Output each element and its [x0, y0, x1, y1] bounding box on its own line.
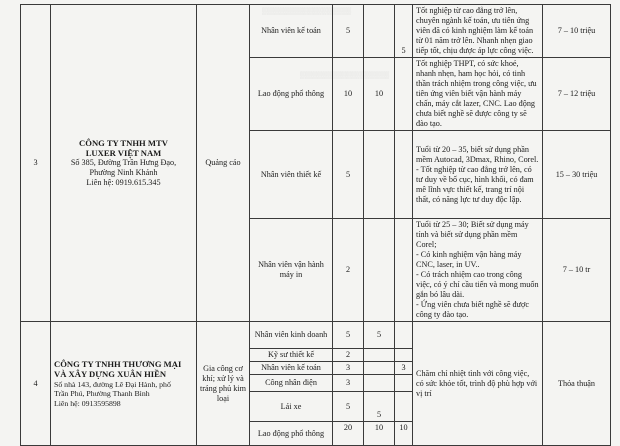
position-title: Kỹ sư thiết kế — [250, 349, 333, 362]
quantity-b: 5 — [364, 392, 395, 422]
quantity-c: 3 — [395, 362, 413, 375]
salary: 7 – 10 triệu — [543, 5, 611, 58]
requirements: Tuổi từ 20 – 35, biết sử dụng phần mềm Autocad, 3Dmax, Rhino, Corel. - Tốt nghiệp từ cao đẳng trở lên, có tư duy về bố cục, hình khối, có đam mê lĩnh vực thiết kế, trang trí nội thất, có năng lực tư duy độc lập. — [413, 131, 543, 219]
quantity-c: 5 — [395, 5, 413, 58]
company-name: LUXER VIỆT NAM — [85, 148, 162, 158]
row-number: 4 — [21, 322, 51, 446]
position-title: Lao động phổ thông — [250, 422, 333, 446]
company-name: CÔNG TY TNHH MTV — [79, 137, 168, 148]
quantity: 2 — [333, 349, 364, 362]
position-title: Nhân viên thiết kế — [250, 131, 333, 219]
company-address: Số nhà 143, đường Lê Đại Hành, phố — [54, 379, 171, 389]
position-title: Lái xe — [250, 392, 333, 422]
bleed-through-text: ▒▒▒▒▒▒▒▒▒▒▒▒▒▒▒▒▒▒ — [300, 72, 390, 79]
quantity: 20 — [333, 422, 364, 446]
quantity-b — [364, 375, 395, 392]
quantity-b — [364, 362, 395, 375]
position-title: Nhân viên kinh doanh — [250, 322, 333, 349]
quantity: 5 — [333, 392, 364, 422]
quantity-b — [364, 5, 395, 58]
bleed-through-text: ▒▒▒▒▒▒▒▒▒▒▒▒▒▒▒▒▒▒ — [262, 8, 352, 15]
requirements: Tuổi từ 25 – 30; Biết sử dụng máy tính và biết sử dụng phần mềm Corel; - Có kinh nghiệm vận hàng máy CNC, laser, in UV.. - Có trách nhiệm cao trong công việc, có ý chí cầu tiến và mong muốn gắn bó lâu dài. - Ứng viên chưa biết nghề sẽ được công ty đào tạo. — [413, 219, 543, 322]
salary: Thỏa thuận — [543, 322, 611, 446]
table-row — [21, 5, 611, 58]
requirements: Tốt nghiệp từ cao đẳng trở lên, chuyên ngành kế toán, ưu tiên ứng viên đã có kinh nghiệm làm kế toán từ 01 năm trở lên. Nhanh nhẹn giao tiếp tốt, chịu được áp lực công việc. — [413, 5, 543, 58]
position-title: Nhân viên kế toán — [250, 362, 333, 375]
row-number: 3 — [21, 5, 51, 322]
quantity-b — [364, 131, 395, 219]
quantity-c — [395, 219, 413, 322]
salary: 15 – 30 triệu — [543, 131, 611, 219]
quantity-c — [395, 58, 413, 131]
salary: 7 – 12 triệu — [543, 58, 611, 131]
quantity: 2 — [333, 219, 364, 322]
quantity: 5 — [333, 5, 364, 58]
company-name: CÔNG TY TNHH THƯƠNG MẠI — [54, 358, 182, 369]
salary: 7 – 10 tr — [543, 219, 611, 322]
requirements: Chăm chỉ nhiệt tình với công việc, có sức khỏe tốt, trình độ phù hợp với vị trí — [413, 322, 543, 446]
company-address: Phường Ninh Khánh — [89, 168, 158, 178]
quantity-c — [395, 131, 413, 219]
quantity-b: 5 — [364, 322, 395, 349]
company-name: VÀ XÂY DỰNG XUÂN HIỀN — [54, 369, 167, 380]
quantity-c — [395, 392, 413, 422]
quantity-c — [395, 349, 413, 362]
company-phone: Liên hệ: 0913595898 — [54, 398, 121, 408]
quantity: 3 — [333, 362, 364, 375]
quantity-c — [395, 322, 413, 349]
quantity: 10 — [333, 58, 364, 131]
quantity: 5 — [333, 131, 364, 219]
industry-cell: Quảng cáo — [197, 5, 250, 322]
quantity-b — [364, 349, 395, 362]
quantity: 3 — [333, 375, 364, 392]
quantity-b: 10 — [364, 422, 395, 446]
quantity-b: 10 — [364, 58, 395, 131]
company-phone: Liên hệ: 0919.615.345 — [86, 178, 161, 188]
company-cell — [51, 322, 197, 446]
company-cell — [51, 5, 197, 322]
position-title: Công nhân điện — [250, 375, 333, 392]
position-title: Nhân viên vận hành máy in — [250, 219, 333, 322]
position-title: Lao động phổ thông — [250, 58, 333, 131]
company-address: Trần Phú, Phường Thanh Bình — [54, 389, 150, 399]
quantity-c — [395, 375, 413, 392]
table-row — [21, 322, 611, 349]
quantity: 5 — [333, 322, 364, 349]
quantity-b — [364, 219, 395, 322]
requirements: Tốt nghiệp THPT, có sức khoẻ, nhanh nhẹn, ham học hỏi, có tinh thần trách nhiệm trong công việc, ưu tiên ứng viên biết vận hành máy chấn, máy cắt lazer, CNC. Lao động chưa biết nghề sẽ được công ty sẽ đào tạo. — [413, 58, 543, 131]
quantity-c: 10 — [395, 422, 413, 446]
job-listing-table — [20, 4, 611, 446]
industry-cell: Gia công cơ khí; xử lý và tráng phủ kim loại — [197, 322, 250, 446]
position-title: Nhân viên kế toán — [250, 5, 333, 58]
company-address: Số 385, Đường Trần Hưng Đạo, — [70, 158, 177, 168]
